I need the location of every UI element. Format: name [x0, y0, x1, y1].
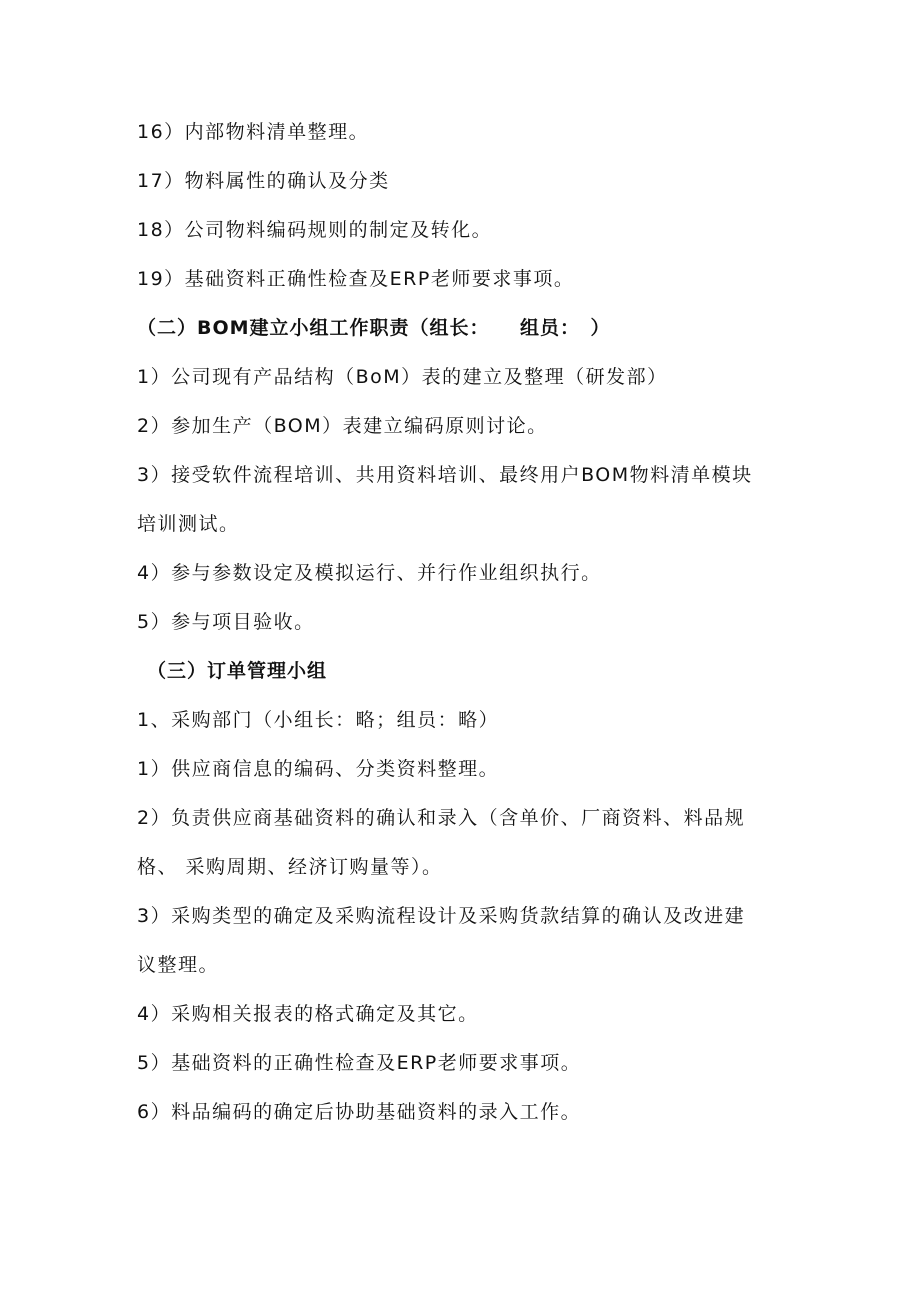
bom-item-2: 2）参加生产（BOM）表建立编码原则讨论。 [137, 415, 548, 437]
subsection-purchasing: 1、采购部门（小组长：略；组员：略） [137, 709, 500, 731]
section-heading-order-team: （三）订单管理小组 [147, 660, 328, 682]
purchasing-item-1: 1）供应商信息的编码、分类资料整理。 [137, 758, 500, 780]
bom-item-5: 5）参与项目验收。 [137, 611, 315, 633]
purchasing-item-5: 5）基础资料的正确性检查及ERP老师要求事项。 [137, 1052, 582, 1074]
list-item-17: 17）物料属性的确认及分类 [137, 170, 390, 192]
section-heading-bom-team: （二）BOM建立小组工作职责（组长： 组员： ） [137, 317, 611, 339]
purchasing-item-2-continued: 格、 采购周期、经济订购量等）。 [137, 856, 443, 878]
purchasing-item-6: 6）料品编码的确定后协助基础资料的录入工作。 [137, 1101, 582, 1123]
list-item-18: 18）公司物料编码规则的制定及转化。 [137, 219, 493, 241]
list-item-19: 19）基础资料正确性检查及ERP老师要求事项。 [137, 268, 575, 290]
purchasing-item-4: 4）采购相关报表的格式确定及其它。 [137, 1003, 479, 1025]
purchasing-item-3: 3）采购类型的确定及采购流程设计及采购货款结算的确认及改进建 [137, 905, 746, 927]
bom-item-3-continued: 培训测试。 [137, 513, 240, 535]
bom-item-1: 1）公司现有产品结构（BoM）表的建立及整理（研发部） [137, 366, 668, 388]
purchasing-item-3-continued: 议整理。 [137, 954, 220, 976]
bom-item-3: 3）接受软件流程培训、共用资料培训、最终用户BOM物料清单模块 [137, 464, 753, 486]
bom-item-4: 4）参与参数设定及模拟运行、并行作业组织执行。 [137, 562, 602, 584]
purchasing-item-2: 2）负责供应商基础资料的确认和录入（含单价、厂商资料、料品规 [137, 807, 746, 829]
list-item-16: 16）内部物料清单整理。 [137, 121, 370, 143]
